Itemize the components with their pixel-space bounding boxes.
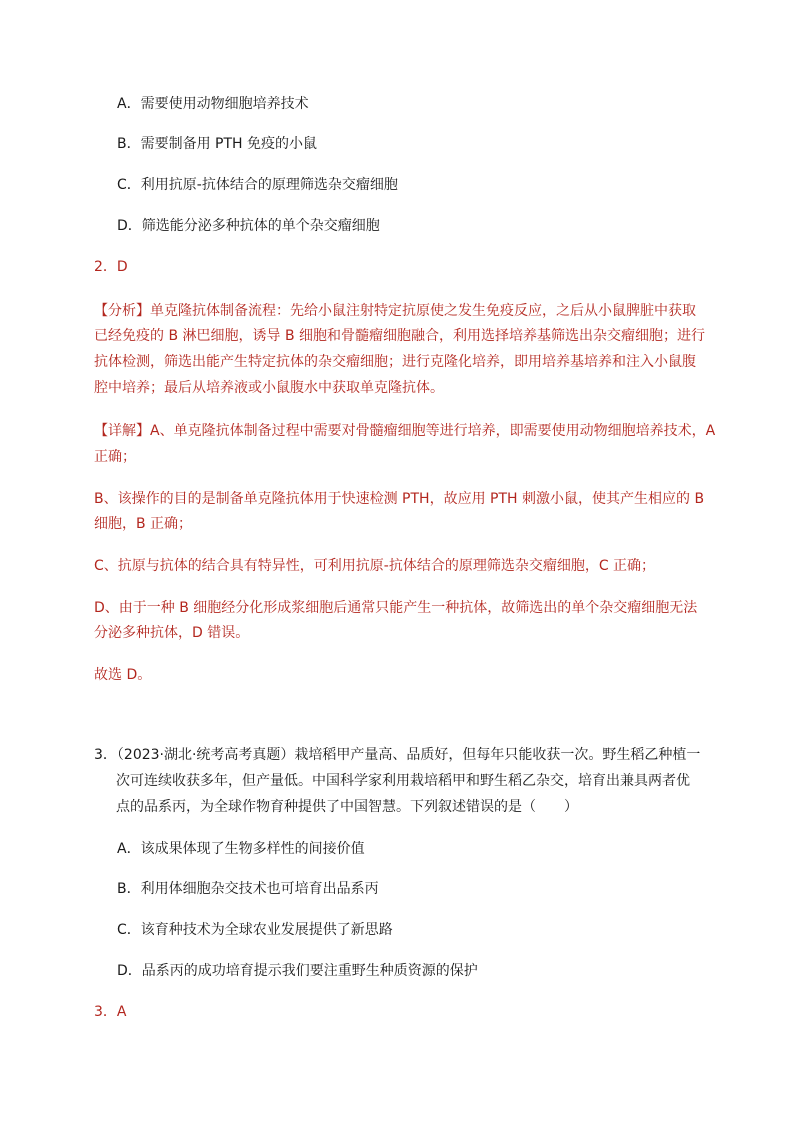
q3-option-b: B．利用体细胞杂交技术也可培育出品系丙 xyxy=(117,881,379,897)
q2-detail-c: C、抗原与抗体的结合具有特异性，可利用抗原-抗体结合的原理筛选杂交瘤细胞，C 正确； xyxy=(94,558,656,574)
q2-detail-b-line-1: B、该操作的目的是制备单克隆抗体用于快速检测 PTH，故应用 PTH 刺激小鼠，使其产生相应的 B xyxy=(94,491,705,507)
q2-analysis-line-3: 抗体检测，筛选出能产生特定抗体的杂交瘤细胞；进行克隆化培养，即用培养基培养和注入小鼠腹 xyxy=(94,354,696,370)
q3-option-c: C．该育种技术为全球农业发展提供了新思路 xyxy=(117,922,393,938)
q3-option-a: A．该成果体现了生物多样性的间接价值 xyxy=(117,841,365,857)
q3-answer: 3．A xyxy=(94,1004,127,1020)
q2-analysis-line-4: 腔中培养；最后从培养液或小鼠腹水中获取单克隆抗体。 xyxy=(94,380,444,396)
q3-option-d: D．品系丙的成功培育提示我们要注重野生种质资源的保护 xyxy=(117,963,478,979)
q2-option-c: C．利用抗原-抗体结合的原理筛选杂交瘤细胞 xyxy=(117,177,398,193)
q2-analysis-line-1: 【分析】单克隆抗体制备流程：先给小鼠注射特定抗原使之发生免疫反应，之后从小鼠脾脏中获取 xyxy=(94,303,696,319)
q2-detail-b-line-2: 细胞，B 正确； xyxy=(94,516,193,532)
q2-detail-d-line-1: D、由于一种 B 细胞经分化形成浆细胞后通常只能产生一种抗体，故筛选出的单个杂交瘤细胞无法 xyxy=(94,600,698,616)
q2-analysis-line-2: 已经免疫的 B 淋巴细胞，诱导 B 细胞和骨髓瘤细胞融合，利用选择培养基筛选出杂交瘤细胞；进行 xyxy=(94,328,706,344)
q3-stem-line-3: 点的品系丙，为全球作物育种提供了中国智慧。下列叙述错误的是（ ） xyxy=(116,799,578,815)
q2-option-b: B．需要制备用 PTH 免疫的小鼠 xyxy=(117,136,318,152)
q2-answer: 2．D xyxy=(94,259,128,275)
q2-option-d: D．筛选能分泌多种抗体的单个杂交瘤细胞 xyxy=(117,218,380,234)
q2-detail-d-line-2: 分泌多种抗体，D 错误。 xyxy=(94,625,250,641)
q3-stem-line-1: 3．（2023·湖北·统考高考真题）栽培稻甲产量高、品质好，但每年只能收获一次。野生稻乙种植一 xyxy=(94,747,701,763)
q2-conclusion: 故选 D。 xyxy=(94,667,152,683)
q2-option-a: A．需要使用动物细胞培养技术 xyxy=(117,96,309,112)
q2-detail-a-line-1: 【详解】A、单克隆抗体制备过程中需要对骨髓瘤细胞等进行培养，即需要使用动物细胞培养技术，A xyxy=(94,423,716,439)
q2-detail-a-line-2: 正确； xyxy=(94,449,136,465)
q3-stem-line-2: 次可连续收获多年，但产量低。中国科学家利用栽培稻甲和野生稻乙杂交，培育出兼具两者优 xyxy=(116,773,690,789)
